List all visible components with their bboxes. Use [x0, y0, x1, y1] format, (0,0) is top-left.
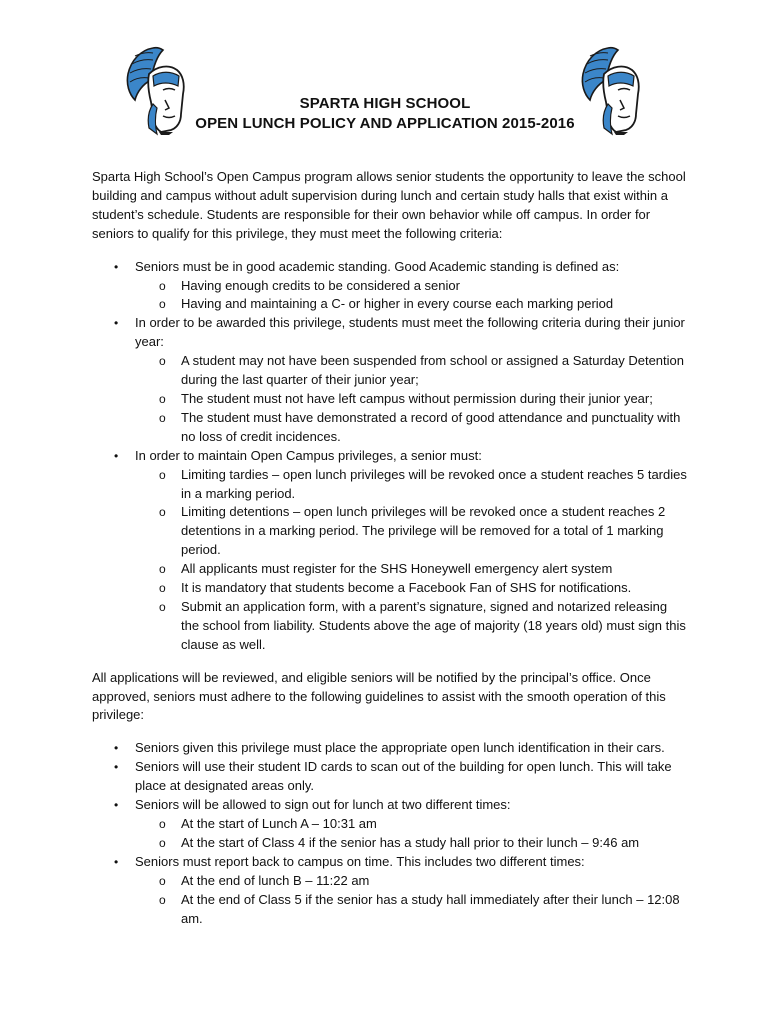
policy-title: OPEN LUNCH POLICY AND APPLICATION 2015-2016	[195, 115, 575, 132]
document-body	[92, 168, 688, 928]
sub-item	[135, 834, 688, 853]
sub-item-text: It is mandatory that students become a Facebook Fan of SHS for notifications.	[181, 580, 632, 596]
guideline-item	[92, 739, 688, 758]
bullet-icon: •	[114, 448, 119, 463]
sub-item-text: At the start of Class 4 if the senior has a study hall prior to their lunch – 9:46 am	[181, 834, 640, 850]
criteria-text: Seniors must be in good academic standing. Good Academic standing is defined as:	[135, 258, 620, 274]
sub-item	[135, 277, 688, 296]
sub-list	[135, 277, 688, 315]
sub-item-text: Having and maintaining a C- or higher in every course each marking period	[181, 296, 614, 312]
sub-item-text: Submit an application form, with a parent’s signature, signed and notarized releasing the school from liability. Students above the age of majority (18 years old) must sign this clause as well.	[181, 598, 686, 652]
sub-item-text: Limiting tardies – open lunch privileges will be revoked once a student reaches 5 tardies in a marking period.	[181, 466, 687, 501]
sub-bullet-icon: o	[159, 354, 166, 369]
sub-bullet-icon: o	[159, 467, 166, 482]
bullet-icon: •	[114, 760, 119, 775]
sub-bullet-icon: o	[159, 505, 166, 520]
sub-item	[135, 815, 688, 834]
sub-item	[135, 390, 688, 409]
document-title	[0, 94, 770, 134]
sub-item	[135, 352, 688, 390]
bullet-icon: •	[114, 741, 119, 756]
sub-item-text: At the end of lunch B – 11:22 am	[181, 872, 370, 888]
criteria-text: In order to maintain Open Campus privileges, a senior must:	[135, 447, 482, 463]
bullet-icon: •	[114, 854, 119, 869]
sub-item-text: The student must have demonstrated a record of good attendance and punctuality with no loss of credit incidences.	[181, 409, 681, 444]
guideline-text: Seniors given this privilege must place the appropriate open lunch identification in their cars.	[135, 740, 665, 756]
guideline-text: Seniors will use their student ID cards to scan out of the building for open lunch. This will take place at designated areas only.	[135, 759, 672, 794]
sub-bullet-icon: o	[159, 581, 166, 596]
sub-item	[135, 295, 688, 314]
sub-item	[135, 503, 688, 560]
sub-item-text: At the end of Class 5 if the senior has a study hall immediately after their lunch – 12:08 am.	[181, 891, 680, 926]
sub-bullet-icon: o	[159, 391, 166, 406]
sub-item-text: A student may not have been suspended from school or assigned a Saturday Detention during the last quarter of their junior year;	[181, 353, 684, 388]
sub-bullet-icon: o	[159, 599, 166, 614]
sub-bullet-icon: o	[159, 410, 166, 425]
sub-item-text: Limiting detentions – open lunch privileges will be revoked once a student reaches 2 detentions in a marking period. The privilege will be removed for a total of 1 marking period.	[181, 504, 666, 558]
criteria-list	[92, 258, 688, 655]
sub-item	[135, 598, 688, 655]
sub-item	[135, 560, 688, 579]
sub-bullet-icon: o	[159, 562, 166, 577]
guidelines-list	[92, 739, 688, 928]
bullet-icon: •	[114, 316, 119, 331]
sub-item	[135, 872, 688, 891]
school-name: SPARTA HIGH SCHOOL	[299, 95, 471, 112]
sub-bullet-icon: o	[159, 835, 166, 850]
criteria-text: In order to be awarded this privilege, students must meet the following criteria during their junior year:	[135, 315, 685, 350]
sub-list	[135, 352, 688, 447]
bullet-icon: •	[114, 259, 119, 274]
sub-item	[135, 409, 688, 447]
review-paragraph: All applications will be reviewed, and eligible seniors will be notified by the principal’s office. Once approved, seniors must adhere to the following guidelines to assist with the smooth operation of this privilege:	[92, 669, 666, 723]
sub-bullet-icon: o	[159, 892, 166, 907]
criteria-item	[92, 258, 688, 315]
sub-item	[135, 466, 688, 504]
sub-list	[135, 815, 688, 853]
sub-list	[135, 466, 688, 655]
sub-item	[135, 579, 688, 598]
sub-bullet-icon: o	[159, 297, 166, 312]
sub-bullet-icon: o	[159, 873, 166, 888]
guideline-text: Seniors will be allowed to sign out for lunch at two different times:	[135, 797, 511, 813]
sub-item-text: At the start of Lunch A – 10:31 am	[181, 816, 377, 831]
guideline-text: Seniors must report back to campus on time. This includes two different times:	[135, 853, 585, 869]
sub-item-text: The student must not have left campus without permission during their junior year;	[181, 390, 653, 406]
bullet-icon: •	[114, 798, 119, 813]
sub-bullet-icon: o	[159, 278, 166, 293]
sub-list	[135, 872, 688, 929]
criteria-item	[92, 447, 688, 655]
guideline-item	[92, 758, 688, 796]
criteria-item	[92, 314, 688, 446]
intro-paragraph: Sparta High School’s Open Campus program allows senior students the opportunity to leave the school building and campus without adult supervision during lunch and certain study halls that exist within a student’s schedule. Students are responsible for their own behavior while off campus. In order for seniors to qualify for this privilege, they must meet the following criteria:	[92, 169, 686, 241]
sub-item	[135, 891, 688, 929]
guideline-item	[92, 853, 688, 929]
sub-bullet-icon: o	[159, 817, 166, 831]
sub-item-text: All applicants must register for the SHS Honeywell emergency alert system	[181, 561, 613, 577]
sub-item-text: Having enough credits to be considered a senior	[181, 277, 460, 293]
guideline-item	[92, 796, 688, 853]
